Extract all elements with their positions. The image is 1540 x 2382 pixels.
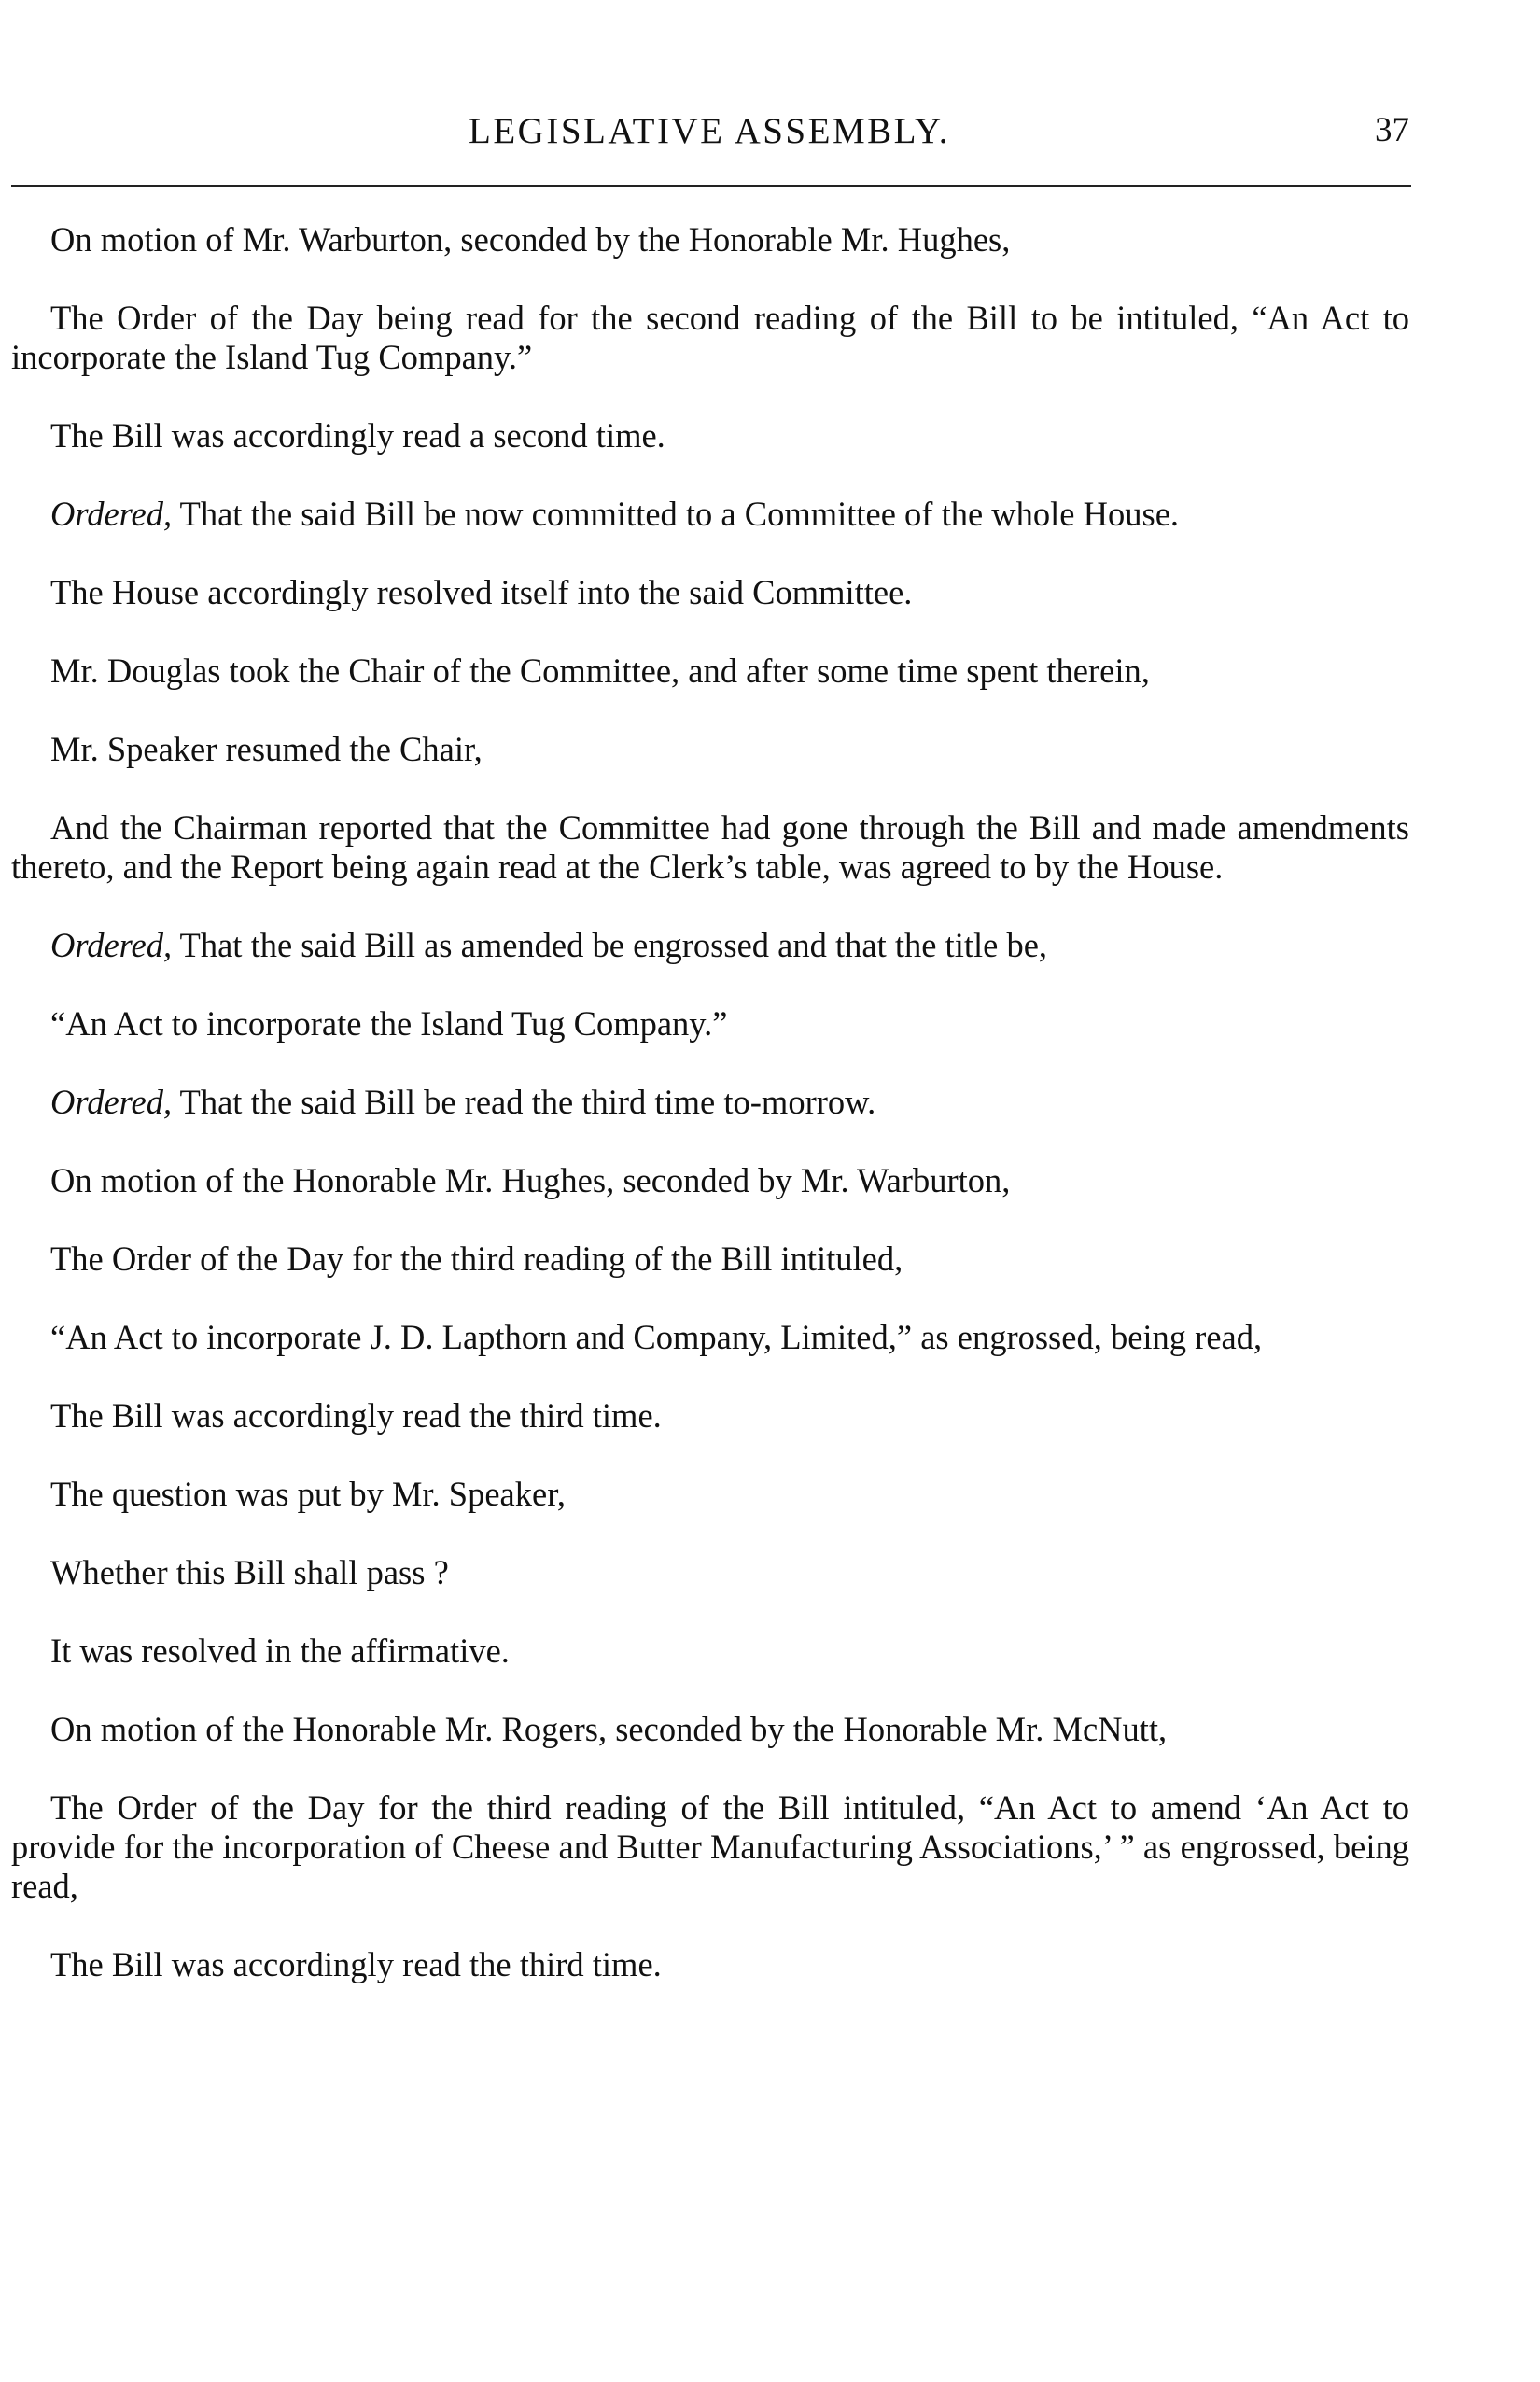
paragraph-lead: Ordered,: [50, 495, 173, 533]
paragraph-text: Mr. Douglas took the Chair of the Committee, and after some time spent therein,: [50, 652, 1150, 690]
paragraph-text: The House accordingly resolved itself into the said Committee.: [50, 573, 913, 611]
paragraph-text: That the said Bill as amended be engrossed and that the title be,: [172, 926, 1048, 964]
paragraph-text: The Bill was accordingly read the third time.: [50, 1396, 662, 1435]
running-head: [9, 110, 1409, 166]
paragraph-text: That the said Bill be read the third time to-morrow.: [172, 1083, 876, 1121]
page-title: LEGISLATIVE ASSEMBLY.: [469, 111, 950, 151]
paragraph-read-second-time: [11, 416, 1409, 455]
paragraph-resolved-affirmative: [11, 1632, 1409, 1671]
header-rule: [11, 185, 1411, 187]
paragraph-question-put: [11, 1475, 1409, 1514]
paragraph-motion-hughes: [11, 1161, 1409, 1200]
paragraph-text: On motion of Mr. Warburton, seconded by the Honorable Mr. Hughes,: [50, 220, 1011, 259]
paragraph-text: “An Act to incorporate the Island Tug Company.”: [50, 1004, 728, 1043]
paragraph-lead: Ordered,: [50, 926, 173, 964]
paragraph-order-cheese-butter: [11, 1788, 1409, 1906]
page-number: 37: [1375, 111, 1409, 149]
paragraph-douglas-chair: [11, 652, 1409, 691]
paragraph-text: On motion of the Honorable Mr. Rogers, seconded by the Honorable Mr. McNutt,: [50, 1710, 1168, 1748]
paragraph-text: The Bill was accordingly read a second time.: [50, 416, 665, 455]
paragraph-text: The question was put by Mr. Speaker,: [50, 1475, 567, 1513]
paragraph-lead: Ordered,: [50, 1083, 173, 1121]
paragraph-text: The Order of the Day being read for the second reading of the Bill to be intituled, “An Act to incorporate the Island Tug Company.”: [11, 299, 1409, 376]
paragraph-ordered-committed: [11, 495, 1409, 534]
paragraph-text: On motion of the Honorable Mr. Hughes, seconded by Mr. Warburton,: [50, 1161, 1011, 1199]
paragraph-order-third-reading: [11, 1240, 1409, 1279]
paragraph-text: That the said Bill be now committed to a Committee of the whole House.: [172, 495, 1180, 533]
paragraph-motion-warburton: [11, 220, 1409, 259]
paragraph-chairman-reported: [11, 808, 1409, 887]
paragraph-speaker-resumed: [11, 730, 1409, 769]
paragraph-order-second-reading: [11, 299, 1409, 377]
paragraph-ordered-third-time: [11, 1083, 1409, 1122]
paragraph-house-resolved: [11, 573, 1409, 612]
paragraph-text: The Order of the Day for the third reading of the Bill intituled, “An Act to amend ‘An Act to provide for the incorporation of Cheese and Butter Manufacturing Associations,’ ” as engrossed, being read,: [11, 1788, 1409, 1905]
paragraph-text: The Order of the Day for the third reading of the Bill intituled,: [50, 1240, 903, 1278]
paragraph-act-lapthorn: [11, 1318, 1409, 1357]
paragraph-act-title-tug: [11, 1004, 1409, 1044]
paragraph-motion-rogers: [11, 1710, 1409, 1749]
paragraph-ordered-engrossed: [11, 926, 1409, 965]
paragraph-text: It was resolved in the affirmative.: [50, 1632, 510, 1670]
paragraph-read-third-time-final: [11, 1945, 1409, 1984]
paragraph-text: “An Act to incorporate J. D. Lapthorn and Company, Limited,” as engrossed, being read,: [50, 1318, 1263, 1356]
paragraph-text: Whether this Bill shall pass ?: [50, 1553, 449, 1591]
body-text: [11, 220, 1409, 2024]
paragraph-whether-pass: [11, 1553, 1409, 1592]
paragraph-text: Mr. Speaker resumed the Chair,: [50, 730, 483, 768]
paragraph-read-third-time: [11, 1396, 1409, 1436]
paragraph-text: And the Chairman reported that the Committee had gone through the Bill and made amendments thereto, and the Report being again read at the Clerk’s table, was agreed to by the House.: [11, 808, 1409, 886]
paragraph-text: The Bill was accordingly read the third time.: [50, 1945, 662, 1983]
